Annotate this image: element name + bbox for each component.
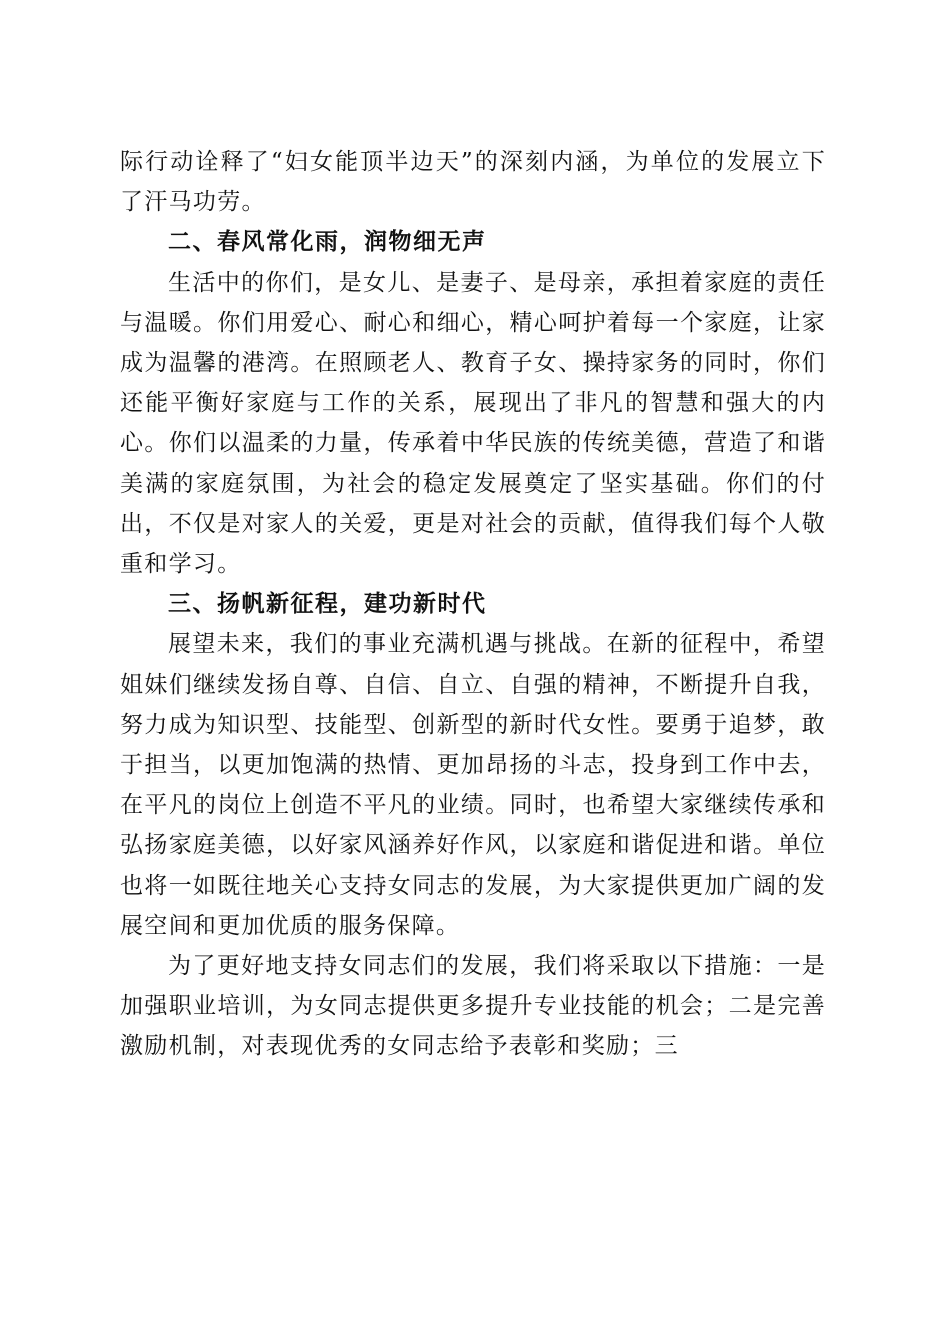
section-heading-2: 二、春风常化雨，润物细无声	[168, 229, 487, 256]
paragraph-continued: 际行动诠释了“妇女能顶半边天”的深刻内涵，为单位的发展立下了汗马功劳。	[120, 149, 826, 216]
paragraph-measures: 为了更好地支持女同志们的发展，我们将采取以下措施：一是加强职业培训，为女同志提供更多提升专业技能的机会；二是完善激励机制，对表现优秀的女同志给予表彰和奖励；三	[120, 953, 826, 1060]
paragraph-family-role: 生活中的你们，是女儿、是妻子、是母亲，承担着家庭的责任与温暖。你们用爱心、耐心和细心，精心呵护着每一个家庭，让家成为温馨的港湾。在照顾老人、教育子女、操持家务的同时，你们还能平衡好家庭与工作的关系，展现出了非凡的智慧和强大的内心。你们以温柔的力量，传承着中华民族的传统美德，营造了和谐美满的家庭氛围，为社会的稳定发展奠定了坚实基础。你们的付出，不仅是对家人的关爱，更是对社会的贡献，值得我们每个人敬重和学习。	[120, 269, 826, 578]
paragraph-future-outlook: 展望未来，我们的事业充满机遇与挑战。在新的征程中，希望姐妹们继续发扬自尊、自信、自立、自强的精神，不断提升自我，努力成为知识型、技能型、创新型的新时代女性。要勇于追梦，敢于担当，以更加饱满的热情、更加昂扬的斗志，投身到工作中去，在平凡的岗位上创造不平凡的业绩。同时，也希望大家继续传承和弘扬家庭美德，以好家风涵养好作风，以家庭和谐促进和谐。单位也将一如既往地关心支持女同志的发展，为大家提供更加广阔的发展空间和更加优质的服务保障。	[120, 631, 826, 939]
section-heading-3: 三、扬帆新征程，建功新时代	[168, 591, 487, 618]
document-body	[120, 142, 826, 1067]
